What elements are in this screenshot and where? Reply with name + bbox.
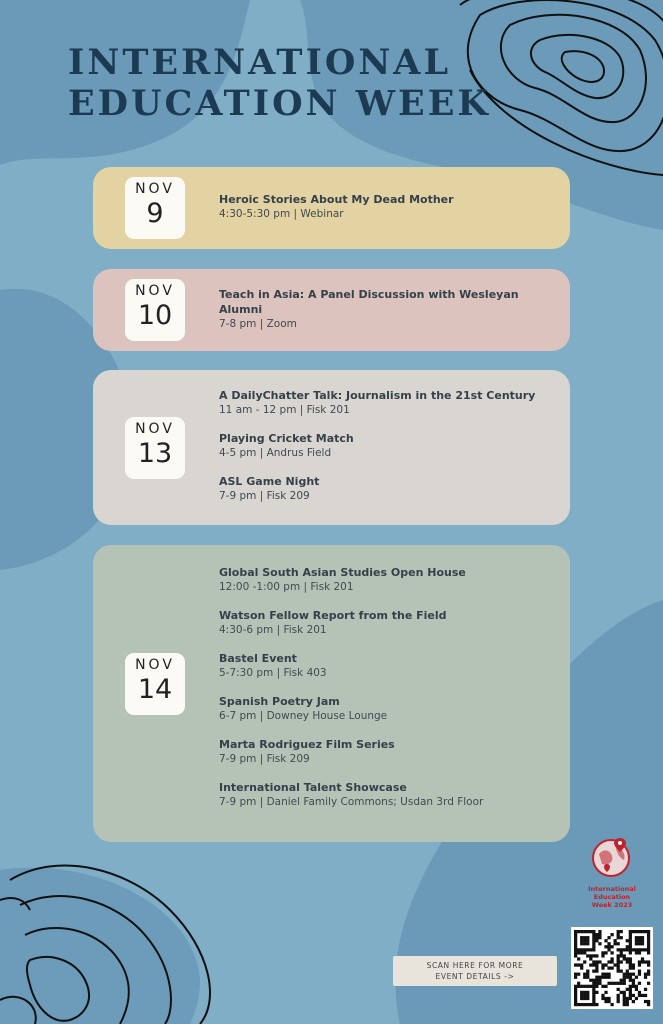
logo-line-2: Education [593, 893, 631, 901]
event-item [219, 388, 559, 418]
event-list [219, 287, 519, 345]
date-day: 14 [137, 674, 173, 705]
logo-line-1: International [588, 885, 636, 893]
date-month: NOV [135, 657, 175, 673]
date-month: NOV [135, 283, 175, 299]
event-detail: 7-9 pm | Fisk 209 [219, 490, 310, 502]
date-day: 9 [146, 198, 164, 229]
event-detail: 6-7 pm | Downey House Lounge [219, 710, 388, 722]
event-item [219, 287, 519, 332]
event-list [219, 388, 559, 517]
event-item [219, 780, 559, 810]
event-detail: 5-7:30 pm | Fisk 403 [219, 667, 327, 679]
title-line-1: INTERNATIONAL [68, 42, 452, 83]
scan-line-2: EVENT DETAILS -> [435, 972, 515, 981]
poster-title [68, 42, 628, 124]
event-title: Marta Rodriguez Film Series [219, 738, 395, 751]
event-list [219, 565, 559, 823]
date-day: 10 [137, 300, 173, 331]
date-badge [125, 653, 185, 715]
scan-banner [393, 956, 557, 986]
event-detail: 7-9 pm | Daniel Family Commons; Usdan 3rd Floor [219, 796, 484, 808]
event-title: Bastel Event [219, 652, 297, 665]
date-day: 13 [137, 438, 173, 469]
event-item [219, 737, 559, 767]
event-title: Watson Fellow Report from the Field [219, 609, 447, 622]
logo-caption [583, 885, 641, 909]
event-title: Playing Cricket Match [219, 432, 354, 445]
event-list [219, 192, 539, 235]
date-badge [125, 177, 185, 239]
event-title: Heroic Stories About My Dead Mother [219, 193, 454, 206]
event-item [219, 651, 559, 681]
event-detail: 11 am - 12 pm | Fisk 201 [219, 404, 350, 416]
event-item [219, 608, 559, 638]
title-line-2: EDUCATION WEEK [68, 83, 491, 124]
iew-logo [583, 834, 641, 909]
event-detail: 7-9 pm | Fisk 209 [219, 753, 310, 765]
date-month: NOV [135, 421, 175, 437]
event-detail: 4:30-5:30 pm | Webinar [219, 208, 344, 220]
day-card-nov-13 [93, 370, 570, 525]
event-item [219, 431, 559, 461]
globe-pin-icon [590, 834, 634, 878]
day-card-nov-10 [93, 269, 570, 351]
event-detail: 4-5 pm | Andrus Field [219, 447, 332, 459]
event-detail: 7-8 pm | Zoom [219, 318, 297, 330]
day-card-nov-14 [93, 545, 570, 842]
event-item [219, 192, 539, 222]
date-badge [125, 417, 185, 479]
event-detail: 12:00 -1:00 pm | Fisk 201 [219, 581, 354, 593]
qr-code[interactable] [571, 927, 653, 1009]
event-detail: 4:30-6 pm | Fisk 201 [219, 624, 327, 636]
day-card-nov-9 [93, 167, 570, 249]
logo-line-3: Week 2023 [591, 901, 633, 909]
event-title: ASL Game Night [219, 475, 320, 488]
event-title: A DailyChatter Talk: Journalism in the 21st Century [219, 389, 536, 402]
event-title: International Talent Showcase [219, 781, 407, 794]
event-title: Spanish Poetry Jam [219, 695, 340, 708]
event-title: Teach in Asia: A Panel Discussion with Wesleyan Alumni [219, 288, 519, 316]
event-item [219, 694, 559, 724]
event-title: Global South Asian Studies Open House [219, 566, 466, 579]
event-item [219, 474, 559, 504]
scan-line-1: SCAN HERE FOR MORE [426, 961, 524, 970]
date-badge [125, 279, 185, 341]
date-month: NOV [135, 181, 175, 197]
event-item [219, 565, 559, 595]
